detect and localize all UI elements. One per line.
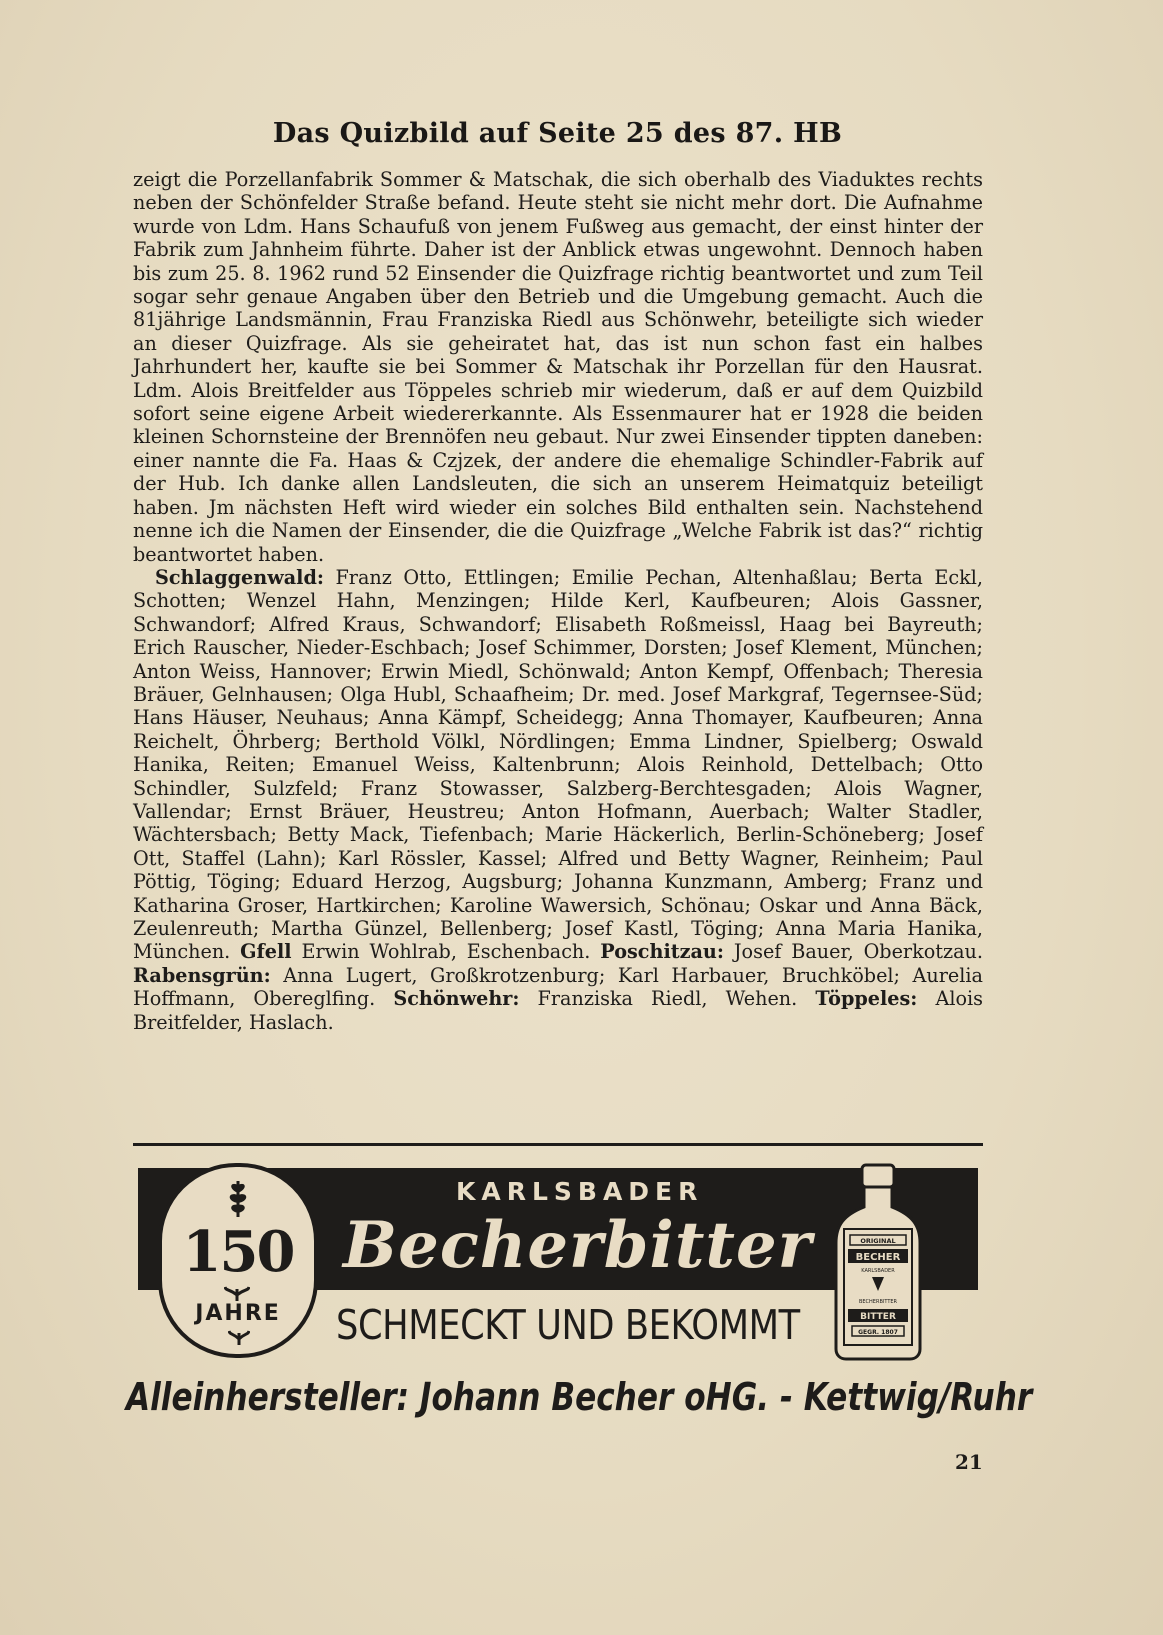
article-body (133, 168, 983, 1034)
separator-rule (133, 1143, 983, 1146)
sprig-icon (224, 1285, 250, 1301)
name-entries: Josef Bauer, Oberkotzau. (723, 940, 984, 964)
bottle-icon (830, 1163, 926, 1363)
place-heading: Rabensgrün: (133, 963, 271, 987)
place-heading: Poschitzau: (600, 940, 724, 964)
bottle-label-bitter: BITTER (860, 1312, 896, 1322)
bottle-label-original: ORIGINAL (860, 1237, 896, 1245)
ad-brand-name: Becherbitter (343, 1208, 813, 1283)
name-entries: Franz Otto, Ettlingen; Emilie Pechan, Altenhaßlau; Berta Eckl, Schotten; Wenzel Hahn, Menzingen; Hilde Kerl, Kaufbeuren; Alois Gassner, Schwandorf; Alfred Kraus, Schwandorf; Elisabeth Roßmeissl, Haag bei Bayreuth; Erich Rauscher, Nieder-Eschbach; Josef Schimmer, Dorsten; Josef Klement, München; Anton Weiss, Hannover; Erwin Miedl, Schönwald; Anton Kempf, Offenbach; Theresia Bräuer, Gelnhausen; Olga Hubl, Schaafheim; Dr. med. Josef Markgraf, Tegernsee-Süd; Hans Häuser, Neuhaus; Anna Kämpf, Scheidegg; Anna Thomayer, Kaufbeuren; Anna Reichelt, Öhrberg; Berthold Völkl, Nördlingen; Emma Lindner, Spielberg; Oswald Hanika, Reiten; Emanuel Weiss, Kaltenbrunn; Alois Reinhold, Dettelbach; Otto Schindler, Sulzfeld; Franz Stowasser, Salzberg-Berchtesgaden; Alois Wagner, Vallendar; Ernst Bräuer, Heustreu; Anton Hofmann, Auerbach; Walter Stadler, Wächtersbach; Betty Mack, Tiefenbach; Marie Häckerlich, Berlin-Schöneberg; Josef Ott, Staffel (Lahn); Karl Rössler, Kassel; Alfred und Betty Wagner, Reinheim; Paul Pöttig, Töging; Eduard Herzog, Augsburg; Johanna Kunzmann, Amberg; Franz und Katharina Groser, Hartkirchen; Karoline Wawersich, Schönau; Oskar und Anna Bäck, Zeulenreuth; Martha Günzel, Bellenberg; Josef Kastl, Töging; Anna Maria Hanika, München. (133, 565, 983, 964)
page-number: 21 (955, 1450, 983, 1474)
name-entries: Alois Breitfelder, Haslach. (133, 987, 983, 1034)
ad-slogan: SCHMECKT UND BEKOMMT (336, 1301, 800, 1349)
place-heading: Gfell (240, 940, 292, 964)
bottle-label-becherbitter: BECHERBITTER (858, 1299, 898, 1305)
leaf-icon (220, 1175, 256, 1219)
sprig-icon (228, 1329, 250, 1345)
ad-origin-label: KARLSBADER (456, 1177, 704, 1206)
anniversary-badge (158, 1163, 318, 1358)
place-heading: Töppeles: (815, 987, 918, 1011)
place-heading: Schönwehr: (393, 987, 520, 1011)
badge-label: JAHRE (195, 1301, 281, 1326)
bottle-label-founded: GEGR. 1807 (858, 1329, 898, 1336)
badge-number: 150 (182, 1219, 294, 1285)
article-title: Das Quizbild auf Seite 25 des 87. HB (272, 118, 843, 149)
name-entries: Franziska Riedl, Wehen. (519, 987, 798, 1011)
place-heading: Schlaggenwald: (155, 565, 324, 589)
ad-manufacturer: Alleinhersteller: Johann Becher oHG. - Kettwig/Ruhr (126, 1375, 1033, 1419)
advertisement (138, 1163, 978, 1367)
name-list (133, 566, 983, 1034)
article-paragraph: zeigt die Porzellanfabrik Sommer & Matschak, die sich oberhalb des Viaduktes rechts neben der Schönfelder Straße befand. Heute steht sie nicht mehr dort. Die Aufnahme wurde von Ldm. Hans Schaufuß von jenem Fußweg aus gemacht, der einst hinter der Fabrik zum Jahnheim führte. Daher ist der Anblick etwas ungewohnt. Dennoch haben bis zum 25. 8. 1962 rund 52 Einsender die Quizfrage richtig beantwortet und zum Teil sogar sehr genaue Angaben über den Betrieb und die Umgebung gemacht. Auch die 81jährige Landsmännin, Frau Franziska Riedl aus Schönwehr, beteiligte sich wieder an dieser Quizfrage. Als sie geheiratet hat, das ist nun schon fast ein halbes Jahrhundert her, kaufte sie bei Sommer & Matschak ihr Porzellan für den Hausrat. Ldm. Alois Breitfelder aus Töppeles schrieb mir wiederum, daß er auf dem Quizbild sofort seine eigene Arbeit wiedererkannte. Als Essenmaurer hat er 1928 die beiden kleinen Schornsteine der Brennöfen neu gebaut. Nur zwei Einsender tippten daneben: einer nannte die Fa. Haas & Czjzek, der andere die ehemalige Schindler-Fabrik auf der Hub. Ich danke allen Landsleuten, die sich an unserem Heimatquiz beteiligt haben. Jm nächsten Heft wird wieder ein solches Bild enthalten sein. Nachstehend nenne ich die Namen der Einsender, die die Quizfrage „Welche Fabrik ist das?“ richtig beantwortet haben. (133, 168, 983, 566)
bottle-label-becher: BECHER (855, 1252, 901, 1263)
name-entries: Erwin Wohlrab, Eschenbach. (291, 940, 591, 964)
bottle-label-karlsbader: KARLSBADER (861, 1268, 895, 1274)
name-entries: Anna Lugert, Großkrotzenburg; Karl Harbauer, Bruchköbel; Aurelia Hoffmann, Obereglfing. (133, 963, 983, 1011)
